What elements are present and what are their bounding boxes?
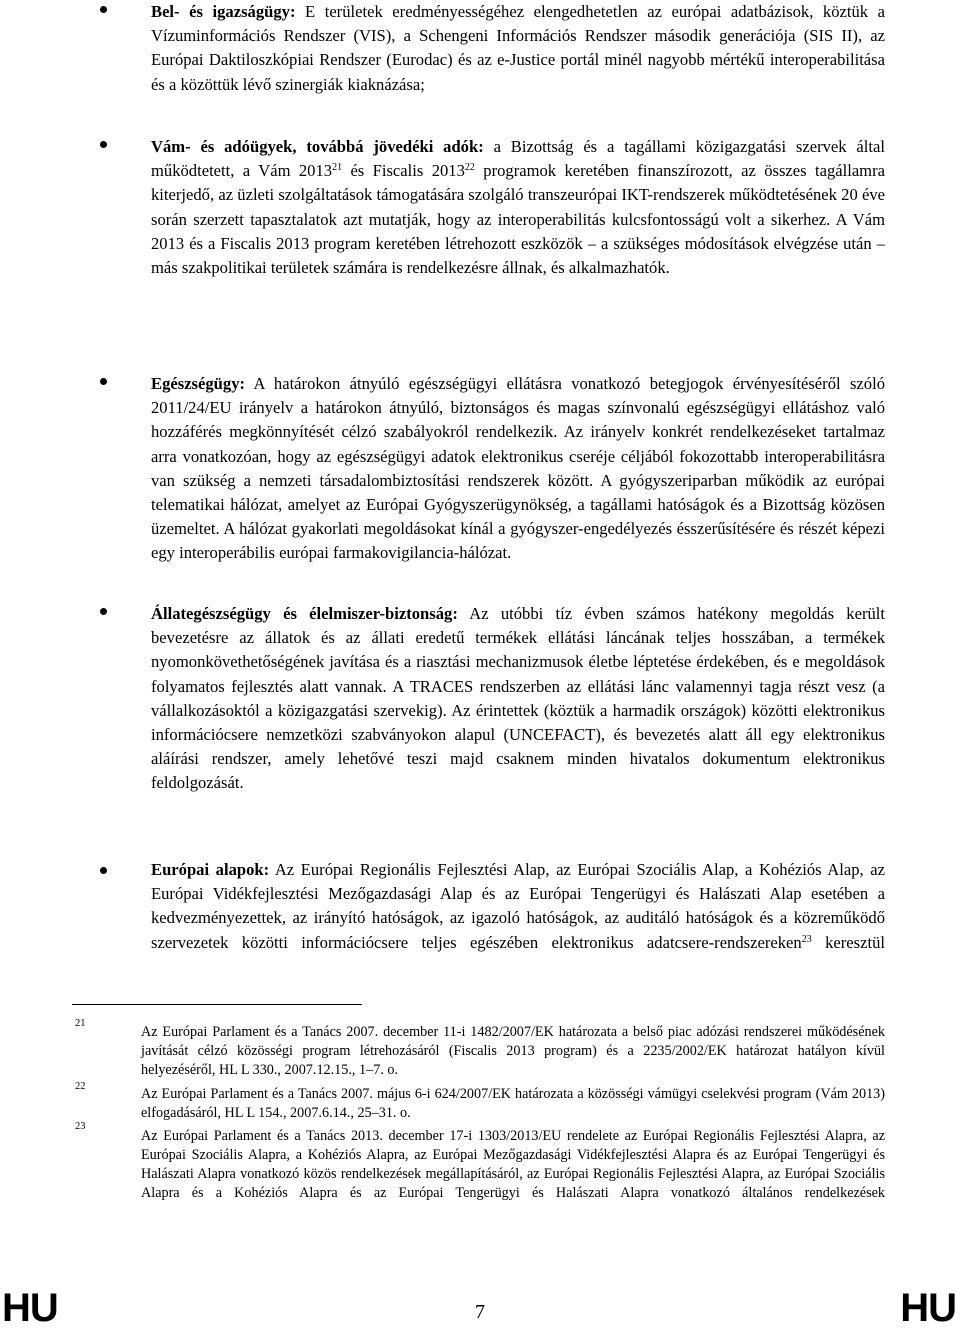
footnote-ref: 22 [464, 162, 475, 174]
footnote-text: Az Európai Parlament és a Tanács 2013. december 17-i 1303/2013/EU rendelete az Európai Regionális Fejlesztési Alapra, az Európai Szociális Alapra, a Kohéziós Alapra, az Európai Mezőgazdasági Vidékfejlesztési Alapra és az Európai Tengerügyi és Halászati Alapra vonatkozó közös rendelkezések megállapításáról, az Európai Regionális Fejlesztési Alapra, az Európai Szociális Alapra és a Kohéziós Alapra és az Európai Tengerügyi és Halászati Alapra vonatkozó általános rendelkezések [141, 1128, 885, 1201]
bullet-dot [100, 867, 107, 874]
bullet-heading: Európai alapok: [151, 860, 270, 879]
bullet-body: a Bizottság és a tagállami közigazgatási szervek által működtetett, a Vám 2013 [151, 137, 885, 181]
bullet-dot [100, 141, 107, 148]
footnote-ref: 23 [801, 933, 812, 945]
language-code-right: HU [900, 1286, 956, 1330]
bullet-body: keresztül [811, 932, 885, 952]
bullet-paragraph [151, 602, 885, 796]
bullet-dot [100, 608, 107, 615]
bullet-body: Az utóbbi tíz évben számos hatékony megoldás került bevezetésre az állatok és az állati eredetű termékek ellátási láncának teljes hosszában, a termékek nyomonkövethetőségének javítása és a riasztási mechanizmusok életbe léptetése érdekében, és e megoldások folyamatos fejlesztés alatt vannak. A TRACES rendszerben az ellátási lánc valamennyi tagja részt vesz (a vállalkozásoktól a közigazgatási szervekig). Az érintettek (köztük a harmadik országok) közötti elektronikus információcsere nemzetközi szabványokon alapul (UNCEFACT), és bevezetés alatt áll egy elektronikus aláírási rendszer, amely lehetővé teszi majd csaknem minden hivatalos dokumentum elektronikus feldolgozását. [151, 604, 885, 793]
language-code-left: HU [2, 1286, 58, 1330]
bullet-paragraph [151, 372, 885, 566]
footnote-text: Az Európai Parlament és a Tanács 2007. december 11-i 1482/2007/EK határozata a belső piac adózási rendszerei működésének javítását célzó közösségi program létrehozásáról (Fiscalis 2013 program) és a 2235/2002/EK határozat hatályon kívül helyezéséről, HL L 330., 2007.12.15., 1–7. o. [141, 1024, 885, 1078]
bullet-heading: Egészségügy: [151, 374, 246, 393]
footnote-text: Az Európai Parlament és a Tanács 2007. május 6-i 624/2007/EK határozata a közösségi vámügyi cselekvési program (Vám 2013) elfogadásáról, HL L 154., 2007.6.14., 25–31. o. [141, 1086, 885, 1121]
footnote-number: 23 [75, 1121, 86, 1132]
footnote-ref: 21 [332, 162, 343, 174]
bullet-body: A határokon átnyúló egészségügyi ellátásra vonatkozó betegjogok érvényesítéséről szóló 2011/24/EU irányelv a határokon átnyúló, biztonságos és magas színvonalú egészségügyi ellátáshoz való hozzáférés megkönnyítését célzó szabályokról rendelkezik. Az irányelv konkrét rendelkezéseket tartalmaz arra vonatkozóan, hogy az egészségügyi adatok elektronikus cseréje céljából fokozottabb interoperabilitásra van szükség a nemzeti társadalombiztosítási rendszerek között. A gyógyszeriparban működik az európai telematikai hálózat, amelyet az Európai Gyógyszerügynökség, a tagállami hatóságok és a Bizottság közösen üzemeltet. A hálózat gyakorlati megoldásokat kínál a gyógyszer-engedélyezés ésszerűsítésére és részét képezi egy interoperábilis európai farmakovigilancia-hálózat. [151, 374, 885, 563]
bullet-body: programok keretében finanszírozott, az összes tagállamra kiterjedő, az üzleti szolgáltatások támogatására szolgáló transzeurópai IKT-rendszerek működtetésének 20 éve során szerzett tapasztalatok azt mutatják, hogy az interoperabilitás kulcsfontosságú volt a sikerhez. A Vám 2013 és a Fiscalis 2013 program keretében létrehozott eszközök – a szükséges módosítások elvégzése után – más szakpolitikai területek számára is rendelkezésre állnak, és alkalmazhatók. [151, 161, 885, 278]
bullet-heading: Állategészségügy és élelmiszer-biztonság: [151, 604, 458, 623]
bullet-paragraph [151, 858, 885, 955]
bullet-paragraph [151, 0, 885, 97]
bullet-heading: Bel- és igazságügy: [151, 2, 296, 21]
footnote-number: 22 [75, 1081, 86, 1092]
bullet-body: és Fiscalis 2013 [342, 161, 465, 181]
page-number: 7 [475, 1301, 485, 1323]
bullet-paragraph [151, 135, 885, 280]
footnote-number: 21 [75, 1018, 86, 1029]
bullet-body: E területek eredményességéhez elengedhetetlen az európai adatbázisok, köztük a Vízuminformációs Rendszer (VIS), a Schengeni Információs Rendszer második generációja (SIS II), az Európai Daktiloszkópiai Rendszer (Eurodac) és az e-Justice portál minél nagyobb mértékű interoperabilitása és a közöttük lévő szinergiák kiaknázása; [151, 2, 885, 94]
bullet-dot [100, 378, 107, 385]
footnote-separator [72, 1004, 362, 1005]
bullet-dot [100, 6, 107, 13]
bullet-heading: Vám- és adóügyek, továbbá jövedéki adók: [151, 137, 484, 156]
bullet-body: Az Európai Regionális Fejlesztési Alap, az Európai Szociális Alap, a Kohéziós Alap, az Európai Vidékfejlesztési Mezőgazdasági Alap és az Európai Tengerügyi és Halászati Alap esetében a kedvezményezettek, az irányító hatóságok, az igazoló hatóságok, az auditáló hatóságok és a közreműködő szervezetek közötti információcsere teljes egészében elektronikus adatcsere-rendszereken [151, 860, 885, 952]
